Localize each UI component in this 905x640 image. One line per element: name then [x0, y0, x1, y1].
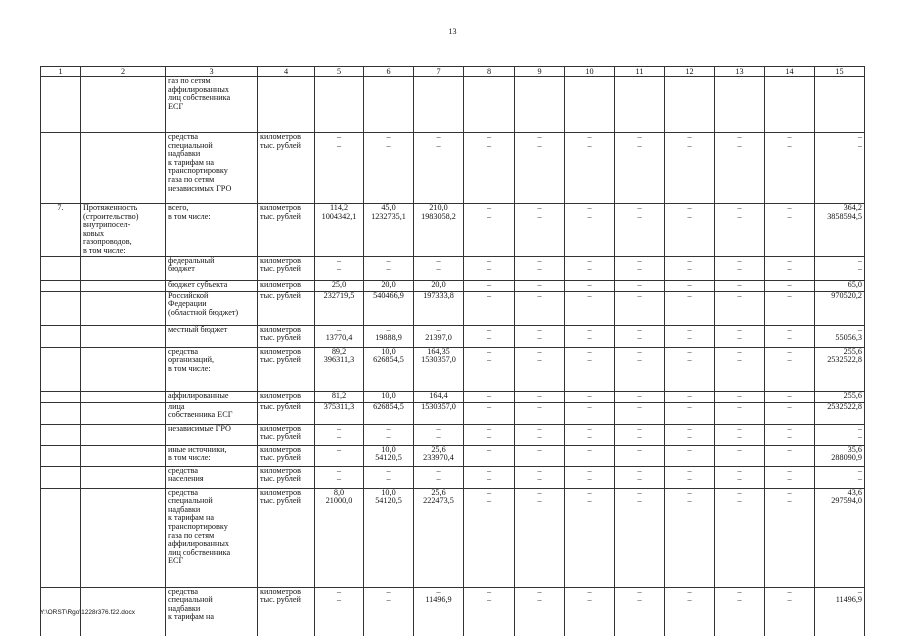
value-cell [765, 77, 815, 133]
value-cell: – – [515, 466, 565, 488]
unit-cell: километров тыс. рублей [258, 256, 315, 280]
value-cell: – – [315, 587, 364, 636]
value-cell: 2532522,8 [815, 402, 865, 424]
value-cell: – [665, 402, 715, 424]
value-cell: 25,0 [315, 280, 364, 291]
value-cell: – – [665, 325, 715, 347]
value-cell: – – [464, 466, 515, 488]
value-cell: – 11496,9 [815, 587, 865, 636]
value-cell: – [665, 291, 715, 325]
label-cell: Протяженность (строительство) внутрипосел- ковых газопроводов, в том числе: [81, 204, 166, 257]
header-cell: 13 [715, 67, 765, 77]
label-cell [81, 347, 166, 391]
value-cell: – – [364, 466, 414, 488]
value-cell: – [765, 391, 815, 402]
value-cell: – – [815, 466, 865, 488]
value-cell: – [615, 445, 665, 466]
value-cell: – – [464, 325, 515, 347]
value-cell: – – [515, 133, 565, 204]
value-cell: – – [765, 325, 815, 347]
value-cell: – – [315, 256, 364, 280]
source-cell: средства специальной надбавки к тарифам на [166, 587, 258, 636]
value-cell: – [565, 402, 615, 424]
label-cell [81, 256, 166, 280]
header-cell: 7 [414, 67, 464, 77]
value-cell: – [715, 391, 765, 402]
value-cell: – [515, 445, 565, 466]
value-cell [464, 77, 515, 133]
header-cell: 14 [765, 67, 815, 77]
source-cell: федеральный бюджет [166, 256, 258, 280]
label-cell [41, 347, 81, 391]
value-cell: – [715, 402, 765, 424]
value-cell: – – [615, 488, 665, 587]
value-cell: – [665, 280, 715, 291]
source-cell: средства специальной надбавки к тарифам на транспортировку газа по сетям независимых ГРО [166, 133, 258, 204]
source-cell: всего, в том числе: [166, 204, 258, 257]
value-cell: – [515, 391, 565, 402]
value-cell: – [464, 391, 515, 402]
value-cell: – [565, 445, 615, 466]
label-cell [41, 402, 81, 424]
value-cell [315, 77, 364, 133]
value-cell: – – [565, 347, 615, 391]
value-cell: – – [715, 347, 765, 391]
label-cell [81, 133, 166, 204]
unit-cell: километров [258, 391, 315, 402]
table-row [41, 256, 865, 280]
label-cell [81, 466, 166, 488]
source-cell: Российской Федерации (областной бюджет) [166, 291, 258, 325]
value-cell: 232719,5 [315, 291, 364, 325]
value-cell: – – [315, 466, 364, 488]
source-cell: средства населения [166, 466, 258, 488]
label-cell [41, 133, 81, 204]
value-cell: – – [515, 587, 565, 636]
label-cell: 7. [41, 204, 81, 257]
label-cell [81, 291, 166, 325]
label-cell [81, 325, 166, 347]
value-cell: – – [464, 133, 515, 204]
label-cell [41, 466, 81, 488]
value-cell: 8,0 21000,0 [315, 488, 364, 587]
value-cell: – – [765, 133, 815, 204]
header-cell: 9 [515, 67, 565, 77]
value-cell: – – [765, 347, 815, 391]
data-table [40, 66, 865, 636]
value-cell: 540466,9 [364, 291, 414, 325]
value-cell [565, 77, 615, 133]
table-row [41, 488, 865, 587]
value-cell: – [464, 280, 515, 291]
value-cell: – – [765, 466, 815, 488]
value-cell: – – [765, 256, 815, 280]
table-row [41, 445, 865, 466]
unit-cell: километров тыс. рублей [258, 466, 315, 488]
table-row [41, 424, 865, 445]
value-cell: – – [315, 133, 364, 204]
value-cell: 81,2 [315, 391, 364, 402]
header-cell: 2 [81, 67, 166, 77]
source-cell: средства специальной надбавки к тарифам на транспортировку газа по сетям аффилированных лиц собственника ЕСГ [166, 488, 258, 587]
value-cell: – – [765, 424, 815, 445]
value-cell: – – [665, 256, 715, 280]
source-cell: средства организаций, в том числе: [166, 347, 258, 391]
header-cell: 3 [166, 67, 258, 77]
label-cell [41, 325, 81, 347]
table-row [41, 391, 865, 402]
value-cell: 114,2 1004342,1 [315, 204, 364, 257]
value-cell: – – [515, 488, 565, 587]
value-cell [515, 77, 565, 133]
value-cell: 255,6 2532522,8 [815, 347, 865, 391]
footer-file-path: Y:\ORST\Rgo\1228r376.f22.docx [40, 609, 136, 616]
value-cell: – – [665, 204, 715, 257]
value-cell: – – [515, 256, 565, 280]
value-cell [815, 77, 865, 133]
value-cell: 89,2 396311,3 [315, 347, 364, 391]
unit-cell: километров тыс. рублей [258, 204, 315, 257]
value-cell: – – [464, 256, 515, 280]
label-cell [81, 445, 166, 466]
value-cell: – [565, 280, 615, 291]
value-cell: – – [565, 325, 615, 347]
value-cell: 35,6 288090,9 [815, 445, 865, 466]
value-cell [715, 77, 765, 133]
value-cell: 45,0 1232735,1 [364, 204, 414, 257]
header-cell: 10 [565, 67, 615, 77]
value-cell: – [715, 445, 765, 466]
value-cell: – – [815, 256, 865, 280]
value-cell: – [615, 280, 665, 291]
value-cell: 10,0 [364, 391, 414, 402]
value-cell: – – [414, 133, 464, 204]
page-number: 13 [448, 27, 457, 36]
value-cell: – [464, 445, 515, 466]
unit-cell: километров тыс. рублей [258, 133, 315, 204]
value-cell: – [715, 291, 765, 325]
table-row [41, 466, 865, 488]
value-cell: – [615, 291, 665, 325]
value-cell: – [765, 280, 815, 291]
value-cell: – – [715, 204, 765, 257]
unit-cell: километров тыс. рублей [258, 325, 315, 347]
header-cell: 6 [364, 67, 414, 77]
value-cell: – [665, 445, 715, 466]
unit-cell: километров тыс. рублей [258, 445, 315, 466]
value-cell: – – [414, 424, 464, 445]
value-cell: – [765, 291, 815, 325]
value-cell: 364,2 3858594,5 [815, 204, 865, 257]
label-cell [81, 402, 166, 424]
value-cell: 255,6 [815, 391, 865, 402]
label-cell [81, 77, 166, 133]
value-cell: – – [364, 133, 414, 204]
value-cell: 626854,5 [364, 402, 414, 424]
value-cell: – – [565, 587, 615, 636]
value-cell: – – [715, 133, 765, 204]
table-row [41, 347, 865, 391]
value-cell: – [615, 402, 665, 424]
value-cell: 65,0 [815, 280, 865, 291]
value-cell: – – [815, 424, 865, 445]
value-cell: – – [715, 325, 765, 347]
value-cell: 1530357,0 [414, 402, 464, 424]
value-cell: 375311,3 [315, 402, 364, 424]
label-cell [41, 256, 81, 280]
value-cell [665, 77, 715, 133]
value-cell: – – [615, 133, 665, 204]
header-cell: 12 [665, 67, 715, 77]
value-cell: 10,0 626854,5 [364, 347, 414, 391]
value-cell: 164,4 [414, 391, 464, 402]
value-cell: – – [665, 587, 715, 636]
value-cell: 10,0 54120,5 [364, 445, 414, 466]
value-cell: – [315, 445, 364, 466]
value-cell: – – [315, 424, 364, 445]
table-row [41, 291, 865, 325]
label-cell [81, 391, 166, 402]
value-cell [615, 77, 665, 133]
value-cell: – – [414, 256, 464, 280]
value-cell [414, 77, 464, 133]
value-cell: 197333,8 [414, 291, 464, 325]
label-cell [41, 391, 81, 402]
value-cell: 25,6 233970,4 [414, 445, 464, 466]
value-cell: – – [715, 488, 765, 587]
unit-cell: километров [258, 280, 315, 291]
value-cell: – – [565, 256, 615, 280]
table-row [41, 77, 865, 133]
value-cell: – – [815, 133, 865, 204]
value-cell: – [515, 402, 565, 424]
label-cell [41, 291, 81, 325]
unit-cell: километров тыс. рублей [258, 347, 315, 391]
value-cell: 164,35 1530357,0 [414, 347, 464, 391]
source-cell: независимые ГРО [166, 424, 258, 445]
value-cell: 10,0 54120,5 [364, 488, 414, 587]
value-cell: – [715, 280, 765, 291]
value-cell: – [765, 445, 815, 466]
unit-cell: километров тыс. рублей [258, 587, 315, 636]
value-cell: – – [665, 488, 715, 587]
unit-cell: километров тыс. рублей [258, 488, 315, 587]
header-cell: 8 [464, 67, 515, 77]
value-cell: 210,0 1983058,2 [414, 204, 464, 257]
value-cell: – – [615, 347, 665, 391]
value-cell: – – [715, 466, 765, 488]
value-cell: 43,6 297594,0 [815, 488, 865, 587]
value-cell: – – [715, 256, 765, 280]
value-cell: – – [715, 587, 765, 636]
value-cell: – – [364, 256, 414, 280]
value-cell: – – [464, 424, 515, 445]
value-cell: – [765, 402, 815, 424]
value-cell: – 19888,9 [364, 325, 414, 347]
label-cell [81, 424, 166, 445]
value-cell: 20,0 [364, 280, 414, 291]
value-cell: – – [765, 587, 815, 636]
value-cell: – – [615, 466, 665, 488]
unit-cell: тыс. рублей [258, 402, 315, 424]
header-cell: 1 [41, 67, 81, 77]
table-row [41, 133, 865, 204]
value-cell [364, 77, 414, 133]
unit-cell [258, 77, 315, 133]
value-cell: – – [665, 466, 715, 488]
value-cell: – [565, 291, 615, 325]
value-cell: – – [665, 347, 715, 391]
table-row [41, 402, 865, 424]
source-cell: местный бюджет [166, 325, 258, 347]
value-cell: – – [665, 133, 715, 204]
value-cell: – – [715, 424, 765, 445]
label-cell [41, 445, 81, 466]
value-cell: – – [765, 204, 815, 257]
label-cell [41, 77, 81, 133]
value-cell: – – [364, 424, 414, 445]
value-cell: – – [615, 587, 665, 636]
value-cell: – – [615, 325, 665, 347]
table-row [41, 587, 865, 636]
source-cell: газ по сетям аффилированных лиц собственника ЕСГ [166, 77, 258, 133]
value-cell: 25,6 222473,5 [414, 488, 464, 587]
label-cell [81, 488, 166, 587]
value-cell: – [515, 291, 565, 325]
value-cell: – – [615, 256, 665, 280]
label-cell [41, 424, 81, 445]
value-cell: – – [565, 466, 615, 488]
label-cell [41, 488, 81, 587]
value-cell: – – [765, 488, 815, 587]
source-cell: иные источники, в том числе: [166, 445, 258, 466]
value-cell: – [464, 402, 515, 424]
value-cell: – – [565, 424, 615, 445]
value-cell: 20,0 [414, 280, 464, 291]
header-cell: 15 [815, 67, 865, 77]
table-row [41, 280, 865, 291]
table-row [41, 204, 865, 257]
value-cell: 970520,2 [815, 291, 865, 325]
value-cell: – 21397,0 [414, 325, 464, 347]
value-cell: – – [515, 204, 565, 257]
value-cell: – [565, 391, 615, 402]
header-cell: 5 [315, 67, 364, 77]
value-cell: – [615, 391, 665, 402]
value-cell: – – [464, 347, 515, 391]
value-cell: – [665, 391, 715, 402]
value-cell: – – [515, 325, 565, 347]
value-cell: – – [464, 488, 515, 587]
value-cell: – [464, 291, 515, 325]
label-cell [81, 280, 166, 291]
header-row [41, 67, 865, 77]
header-cell: 11 [615, 67, 665, 77]
value-cell: – – [414, 466, 464, 488]
value-cell: – 11496,9 [414, 587, 464, 636]
value-cell: – – [464, 587, 515, 636]
source-cell: лица собственника ЕСГ [166, 402, 258, 424]
value-cell: – – [565, 488, 615, 587]
value-cell: – 13770,4 [315, 325, 364, 347]
value-cell: – – [515, 347, 565, 391]
value-cell: – – [615, 424, 665, 445]
source-cell: бюджет субъекта [166, 280, 258, 291]
value-cell: – – [464, 204, 515, 257]
unit-cell: километров тыс. рублей [258, 424, 315, 445]
source-cell: аффилированные [166, 391, 258, 402]
label-cell [41, 280, 81, 291]
header-cell: 4 [258, 67, 315, 77]
table-row [41, 325, 865, 347]
value-cell: – 55056,3 [815, 325, 865, 347]
value-cell: – – [364, 587, 414, 636]
value-cell: – – [615, 204, 665, 257]
value-cell: – – [515, 424, 565, 445]
value-cell: – – [665, 424, 715, 445]
value-cell: – – [565, 133, 615, 204]
unit-cell: тыс. рублей [258, 291, 315, 325]
value-cell: – – [565, 204, 615, 257]
value-cell: – [515, 280, 565, 291]
